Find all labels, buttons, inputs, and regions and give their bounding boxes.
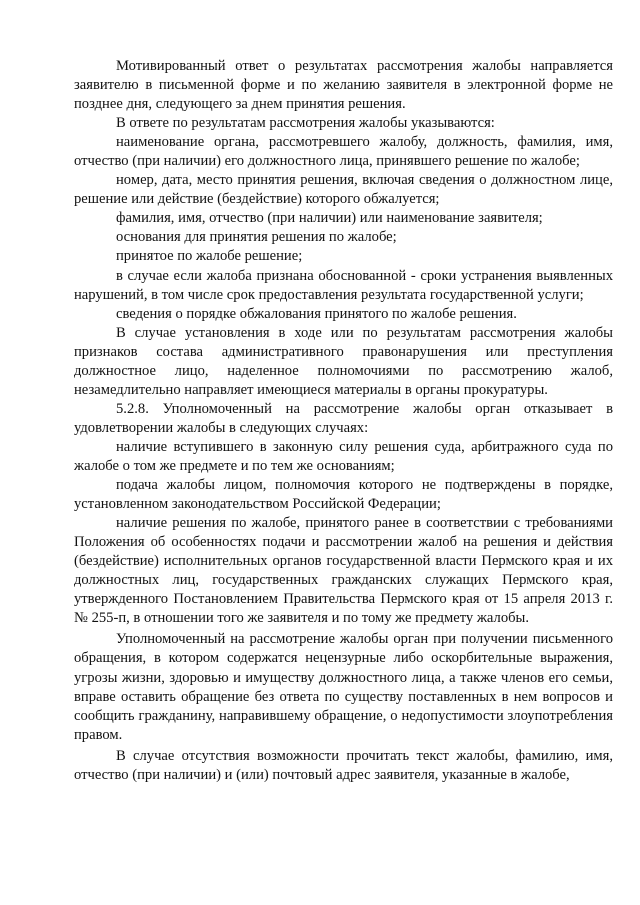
paragraph-item-appeal-procedure: сведения о порядке обжалования принятого по жалобе решения. <box>116 305 517 322</box>
paragraph-item-decision-number: номер, дата, место принятия решения, включая сведения о должностном лице, решение или действие (бездействие) которого обжалуется; <box>74 172 613 208</box>
paragraph-section-5-2-8: 5.2.8. Уполномоченный на рассмотрение жалобы орган отказывает в удовлетворении жалобы в следующих случаях: <box>74 400 613 436</box>
paragraph-prosecution-referral: В случае установления в ходе или по результатам рассмотрения жалобы признаков состава административного правонарушения или преступления должностное лицо, наделенное полномочиями по рассмотрению жалоб, незамедлительно направляет имеющиеся материалы в органы прокуратуры. <box>74 324 613 398</box>
paragraph-item-authority-name: наименование органа, рассмотревшего жалобу, должность, фамилия, имя, отчество (при наличии) его должностного лица, принявшего решение по жалобе; <box>74 134 613 170</box>
paragraph-item-decision: принятое по жалобе решение; <box>116 248 303 265</box>
paragraph-refusal-court-decision: наличие вступившего в законную силу решения суда, арбитражного суда по жалобе о том же предмете и по тем же основаниям; <box>74 438 613 474</box>
paragraph-refusal-unconfirmed-authority: подача жалобы лицом, полномочия которого не подтверждены в порядке, установленном законодательством Российской Федерации; <box>74 477 613 513</box>
paragraph-reasoned-response: Мотивированный ответ о результатах рассмотрения жалобы направляется заявителю в письменной форме и по желанию заявителя в электронной форме не позднее дня, следующего за днем принятия решения. <box>74 58 613 113</box>
paragraph-unreadable-appeal: В случае отсутствия возможности прочитать текст жалобы, фамилию, имя, отчество (при наличии) и (или) почтовый адрес заявителя, указанные в жалобе, <box>74 747 613 783</box>
paragraph-refusal-prior-decision: наличие решения по жалобе, принятого ранее в соответствии с требованиями Положения об особенностях подачи и рассмотрении жалоб на решения и действия (бездействие) исполнительных органов государственной власти Пермского края и их должностных лиц, государственных гражданских служащих Пермского края, утвержденного Постановлением Правительства Пермского края от 15 апреля 2013 г. № 255-п, в отношении того же заявителя и по тому же предмету жалобы. <box>74 515 613 627</box>
paragraph-item-applicant-name: фамилия, имя, отчество (при наличии) или наименование заявителя; <box>116 210 543 227</box>
paragraph-abusive-appeal: Уполномоченный на рассмотрение жалобы орган при получении письменного обращения, в котором содержатся нецензурные либо оскорбительные выражения, угрозы жизни, здоровью и имуществу должностного лица, а также членов его семьи, вправе оставить обращение без ответа по существу поставленных в нем вопросов и сообщить гражданину, направившему обращение, о недопустимости злоупотребления правом. <box>74 631 613 743</box>
paragraph-response-contents-intro: В ответе по результатам рассмотрения жалобы указываются: <box>116 115 495 132</box>
paragraph-item-grounds: основания для принятия решения по жалобе; <box>116 229 397 246</box>
paragraph-item-remedy-terms: в случае если жалоба признана обоснованной - сроки устранения выявленных нарушений, в том числе срок предоставления результата государственной услуги; <box>74 267 613 303</box>
